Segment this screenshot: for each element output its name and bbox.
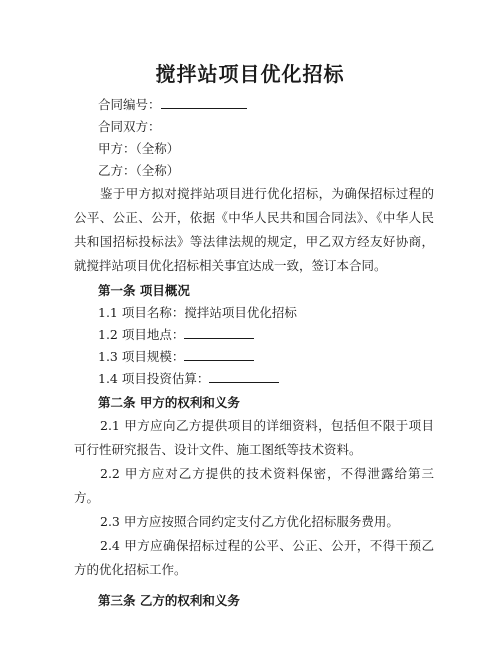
project-scale-blank [184,349,254,361]
party-a-line: 甲方：（全称） [98,141,180,156]
contract-number-line [74,94,434,116]
article-1-heading: 第一条 项目概况 [98,283,190,298]
article-2-item-1: 2.1 甲方应向乙方提供项目的详细资料，包括但不限于项目可行性研究报告、设计文件、施工图纸等技术资料。 [74,418,434,457]
investment-estimate-blank [209,371,279,383]
contract-parties-label: 合同双方： [98,119,161,134]
article-1-item-3-text: 1.3 项目规模： [98,349,185,364]
article-2-heading: 第二条 甲方的权利和义务 [98,395,240,410]
article-1-item-4-text: 1.4 项目投资估算： [98,371,210,386]
contract-number-blank [161,97,247,109]
article-2-item-4: 2.4 甲方应确保招标过程的公平、公正、公开，不得干预乙方的优化招标工作。 [74,538,434,577]
article-2-item-2: 2.2 甲方应对乙方提供的技术资料保密，不得泄露给第三方。 [74,466,434,505]
contract-number-label: 合同编号： [98,97,161,112]
article-1-item-1: 1.1 项目名称：搅拌站项目优化招标 [98,305,297,320]
party-b-line: 乙方：（全称） [98,163,180,178]
article-1-item-2 [74,324,434,346]
project-location-blank [184,327,254,339]
article-3-heading: 第三条 乙方的权利和义务 [98,593,240,608]
article-1-item-4 [74,368,434,390]
article-2-item-3: 2.3 甲方应按照合同约定支付乙方优化招标服务费用。 [100,514,399,529]
contract-body [74,94,434,612]
article-1-item-3 [74,346,434,368]
preamble-paragraph: 鉴于甲方拟对搅拌站项目进行优化招标，为确保招标过程的公平、公正、公开，依据《中华人民共和国合同法》、《中华人民共和国招标投标法》等法律法规的规定，甲乙双方经友好协商，就搅拌站项目优化招标相关事宜达成一致，签订本合同。 [74,186,434,273]
article-1-item-2-text: 1.2 项目地点： [98,327,185,342]
document-title: 搅拌站项目优化招标 [155,62,345,86]
